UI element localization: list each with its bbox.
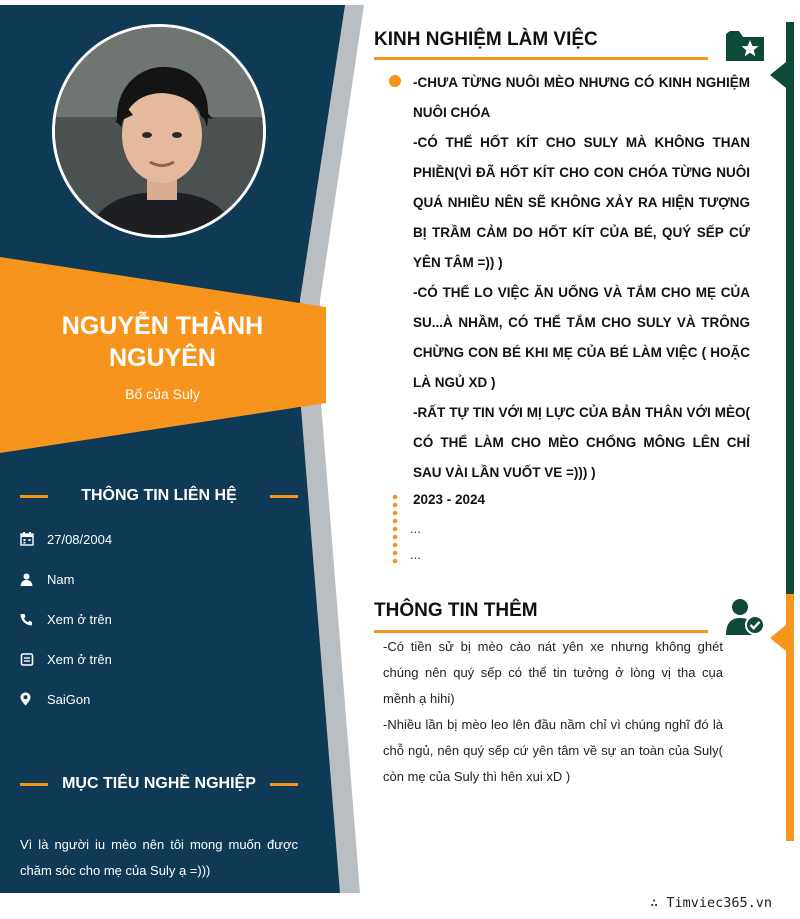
contact-location (20, 689, 90, 709)
experience-paragraph: -CÓ THỂ HỐT KÍT CHO SULY MÀ KHÔNG THAN PHIỀN(VÌ ĐÃ HỐT KÍT CHO CON CHÓA TỪNG NUÔI QUÁ NHIỀU NÊN SẼ KHÔNG XẢY RA HIỆN TƯỢNG BỊ TRẦM CẢM DO HỐT KÍT CỦA BÉ, QUÝ SẾP CỨ YÊN TÂM =)) ) (413, 135, 750, 270)
email-icon (20, 653, 47, 666)
phone-icon (20, 613, 47, 626)
experience-period: 2023 - 2024 (413, 492, 486, 507)
contact-value: 27/08/2004 (47, 531, 113, 547)
experience-paragraph: -CÓ THỂ LO VIỆC ĂN UỐNG VÀ TẮM CHO MẸ CỦA SU...À NHẦM, CÓ THỂ TẮM CHO SULY VÀ TRÔNG CHỪNG CON BÉ KHI MẸ CỦA BÉ LÀM VIỆC ( HOẶC LÀ NGỦ XD ) (413, 285, 750, 390)
experience-placeholder: ... (410, 521, 421, 536)
footer-brand: ∴ Timviec365.vn (650, 895, 772, 911)
heading-dash-left (20, 495, 48, 498)
contact-value: SaiGon (47, 691, 91, 707)
avatar (52, 24, 266, 238)
location-icon (20, 692, 47, 706)
user-check-icon (725, 598, 765, 641)
timeline-dots (391, 494, 399, 566)
person-icon (20, 573, 47, 586)
objective-heading-text: MỤC TIÊU NGHỀ NGHIỆP (62, 775, 256, 792)
folder-star-icon (725, 28, 765, 67)
contact-heading (20, 484, 298, 508)
avatar-photo (55, 27, 266, 238)
contact-birthday (20, 529, 112, 549)
contact-value: Xem ở trên (47, 651, 112, 667)
edge-bar-orange (786, 594, 794, 841)
additional-heading-underline (374, 630, 708, 633)
objective-heading (20, 772, 298, 796)
contact-value: Xem ở trên (47, 611, 112, 627)
experience-paragraph: -RẤT TỰ TIN VỚI MỊ LỰC CỦA BẢN THÂN VỚI MÈO( CÓ THỂ LÀM CHO MÈO CHỔNG MÔNG LÊN CHỈ SAU VÀI LẦN VUỐT VE =))) ) (413, 405, 750, 480)
additional-paragraph: -Có tiền sử bị mèo cào nát yên xe nhưng không ghét chúng nên quý sếp có thể tin tưởng ở lòng vị tha cụa mềnh ạ hihi) (383, 639, 723, 706)
edge-arrow-green (770, 62, 786, 88)
contact-value: Nam (47, 571, 75, 587)
additional-description (383, 634, 723, 790)
heading-dash-right (270, 495, 298, 498)
contact-phone (20, 609, 112, 629)
contact-email (20, 649, 112, 669)
objective-text: Vì là người iu mèo nên tôi mong muốn được chăm sóc cho mẹ của Suly ạ =))) (20, 837, 298, 878)
experience-paragraph: -CHƯA TỪNG NUÔI MÈO NHƯNG CÓ KINH NGHIỆM NUÔI CHÓA (413, 75, 750, 120)
contact-gender (20, 569, 74, 589)
experience-heading: KINH NGHIỆM LÀM VIỆC (374, 29, 598, 50)
profile-name: NGUYỄN THÀNH NGUYÊN (61, 312, 264, 372)
calendar-icon (20, 532, 47, 546)
experience-heading-underline (374, 57, 708, 60)
timeline-bullet (389, 75, 401, 87)
experience-description (413, 68, 750, 488)
profile-role: Bố của Suly (125, 386, 200, 402)
contact-heading-text: THÔNG TIN LIÊN HỆ (81, 487, 237, 504)
edge-arrow-orange (770, 625, 786, 651)
heading-dash-left (20, 783, 48, 786)
additional-heading: THÔNG TIN THÊM (374, 600, 538, 621)
experience-placeholder: ... (410, 547, 421, 562)
edge-bar-green (786, 22, 794, 594)
additional-paragraph: -Nhiều lần bị mèo leo lên đầu nầm chỉ vì chúng nghĩ đó là chỗ ngủ, nên quý sếp cứ yên tâm về sự an toàn của Suly( còn mẹ của Suly thì hên xui xD ) (383, 717, 723, 784)
heading-dash-right (270, 783, 298, 786)
